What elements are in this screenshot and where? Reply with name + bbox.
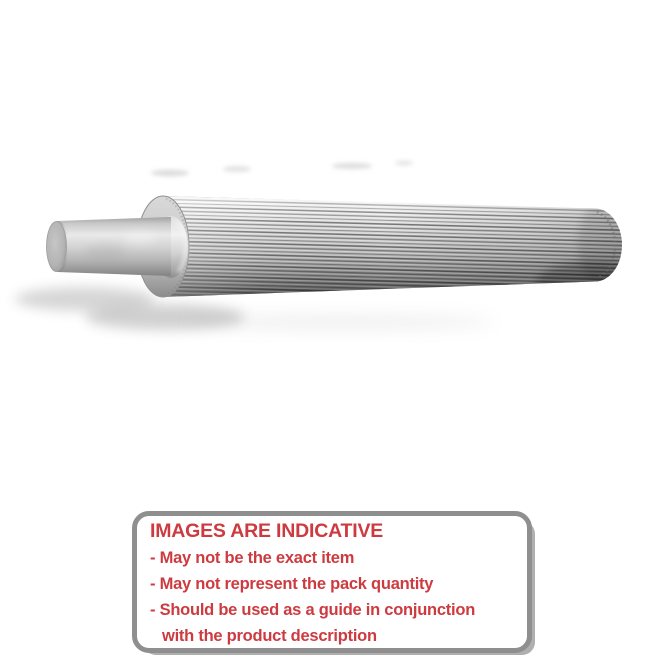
shaft <box>47 216 189 278</box>
smudge <box>223 166 251 172</box>
disclaimer-line-3: - Should be used as a guide in conjunction <box>150 601 476 619</box>
bar-body <box>130 185 655 310</box>
smudge <box>151 170 189 177</box>
shaft-mottle-dark <box>85 244 125 260</box>
bar-texture <box>130 185 655 310</box>
smudge <box>395 160 413 165</box>
shadow-under-bar <box>185 314 495 330</box>
disclaimer-box <box>132 511 532 653</box>
disclaimer-line-1: - May not be the exact item <box>150 549 355 567</box>
disclaimer-line-4: with the product description <box>162 627 377 645</box>
shaft-end-face <box>47 222 67 272</box>
photo-smudges <box>151 160 413 176</box>
shaft-mottle-light <box>124 232 156 244</box>
disclaimer-line-2: - May not represent the pack quantity <box>150 575 434 593</box>
disclaimer-heading: IMAGES ARE INDICATIVE <box>150 520 384 542</box>
smudge <box>332 163 372 169</box>
bar-horizontal-shading <box>130 185 640 310</box>
